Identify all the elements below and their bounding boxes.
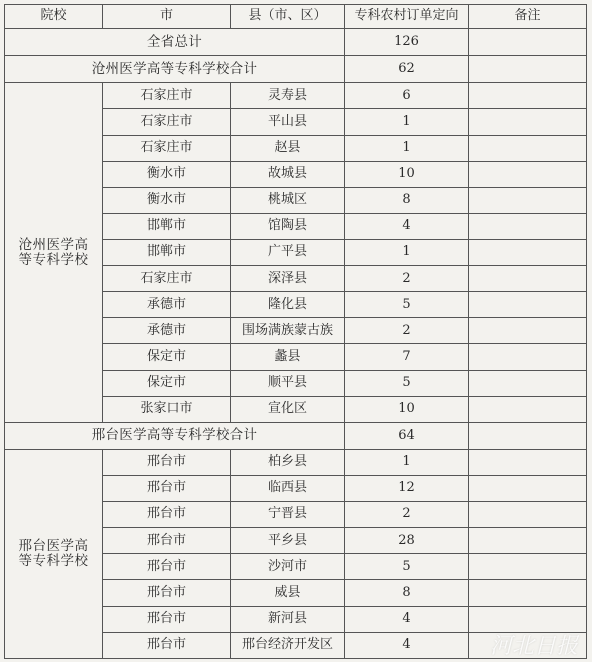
note-cell [469, 213, 587, 239]
province-total-value: 126 [345, 29, 469, 56]
header-note: 备注 [469, 5, 587, 29]
watermark-logo: 河北日报 [489, 634, 578, 659]
county-cell: 宁晋县 [231, 502, 345, 528]
city-cell: 石家庄市 [103, 109, 231, 135]
county-cell: 故城县 [231, 161, 345, 187]
count-cell: 6 [345, 83, 469, 109]
county-cell: 围场满族蒙古族 [231, 318, 345, 344]
county-cell: 隆化县 [231, 292, 345, 318]
city-cell: 保定市 [103, 344, 231, 370]
note-cell [469, 449, 587, 475]
count-cell: 4 [345, 213, 469, 239]
school-name-cell [5, 449, 103, 658]
county-cell: 赵县 [231, 135, 345, 161]
note-cell [469, 580, 587, 606]
note-cell [469, 29, 587, 56]
count-cell: 1 [345, 449, 469, 475]
city-cell: 石家庄市 [103, 83, 231, 109]
note-cell [469, 370, 587, 396]
city-cell: 邢台市 [103, 580, 231, 606]
count-cell: 8 [345, 580, 469, 606]
city-cell: 石家庄市 [103, 266, 231, 292]
county-cell: 临西县 [231, 475, 345, 501]
table-row [5, 449, 587, 475]
quota-table [4, 4, 587, 659]
county-cell: 蠡县 [231, 344, 345, 370]
note-cell [469, 266, 587, 292]
county-cell: 平乡县 [231, 528, 345, 554]
county-cell: 桃城区 [231, 187, 345, 213]
school-name-line: 等专科学校 [18, 552, 89, 569]
count-cell: 28 [345, 528, 469, 554]
city-cell: 邢台市 [103, 606, 231, 632]
header-count: 专科农村订单定向 [345, 5, 469, 29]
note-cell [469, 344, 587, 370]
count-cell: 10 [345, 396, 469, 422]
city-cell: 邢台市 [103, 475, 231, 501]
school-total-row [5, 422, 587, 449]
table-row [5, 83, 587, 109]
note-cell [469, 318, 587, 344]
county-cell: 灵寿县 [231, 83, 345, 109]
city-cell: 邢台市 [103, 502, 231, 528]
county-cell: 顺平县 [231, 370, 345, 396]
count-cell: 2 [345, 266, 469, 292]
county-cell: 广平县 [231, 239, 345, 265]
city-cell: 张家口市 [103, 396, 231, 422]
school-total-label: 沧州医学高等专科学校合计 [5, 56, 345, 83]
note-cell [469, 135, 587, 161]
note-cell [469, 161, 587, 187]
note-cell [469, 422, 587, 449]
note-cell [469, 475, 587, 501]
note-cell [469, 292, 587, 318]
city-cell: 衡水市 [103, 161, 231, 187]
school-total-value: 62 [345, 56, 469, 83]
note-cell [469, 187, 587, 213]
city-cell: 承德市 [103, 292, 231, 318]
county-cell: 邢台经济开发区 [231, 632, 345, 658]
city-cell: 邢台市 [103, 449, 231, 475]
count-cell: 4 [345, 632, 469, 658]
header-school: 院校 [5, 5, 103, 29]
county-cell: 新河县 [231, 606, 345, 632]
city-cell: 保定市 [103, 370, 231, 396]
city-cell: 邢台市 [103, 554, 231, 580]
city-cell: 邯郸市 [103, 239, 231, 265]
header-city: 市 [103, 5, 231, 29]
count-cell: 10 [345, 161, 469, 187]
county-cell: 威县 [231, 580, 345, 606]
school-total-row [5, 56, 587, 83]
count-cell: 1 [345, 239, 469, 265]
county-cell: 平山县 [231, 109, 345, 135]
school-name-line: 等专科学校 [18, 251, 89, 268]
note-cell [469, 109, 587, 135]
count-cell: 5 [345, 370, 469, 396]
note-cell [469, 528, 587, 554]
county-cell: 柏乡县 [231, 449, 345, 475]
city-cell: 石家庄市 [103, 135, 231, 161]
school-total-label: 邢台医学高等专科学校合计 [5, 422, 345, 449]
count-cell: 5 [345, 292, 469, 318]
city-cell: 邢台市 [103, 528, 231, 554]
county-cell: 宣化区 [231, 396, 345, 422]
note-cell [469, 83, 587, 109]
count-cell: 5 [345, 554, 469, 580]
school-total-value: 64 [345, 422, 469, 449]
county-cell: 沙河市 [231, 554, 345, 580]
note-cell [469, 396, 587, 422]
province-total-row [5, 29, 587, 56]
province-total-label: 全省总计 [5, 29, 345, 56]
note-cell [469, 502, 587, 528]
county-cell: 深泽县 [231, 266, 345, 292]
school-name-line: 邢台医学高 [18, 538, 89, 555]
count-cell: 2 [345, 318, 469, 344]
header-row [5, 5, 587, 29]
count-cell: 2 [345, 502, 469, 528]
note-cell [469, 239, 587, 265]
city-cell: 承德市 [103, 318, 231, 344]
count-cell: 7 [345, 344, 469, 370]
count-cell: 8 [345, 187, 469, 213]
school-name-cell [5, 83, 103, 422]
note-cell [469, 56, 587, 83]
count-cell: 12 [345, 475, 469, 501]
count-cell: 1 [345, 109, 469, 135]
count-cell: 4 [345, 606, 469, 632]
header-county: 县（市、区） [231, 5, 345, 29]
count-cell: 1 [345, 135, 469, 161]
note-cell [469, 554, 587, 580]
school-name-line: 沧州医学高 [18, 236, 89, 253]
city-cell: 衡水市 [103, 187, 231, 213]
city-cell: 邢台市 [103, 632, 231, 658]
county-cell: 馆陶县 [231, 213, 345, 239]
city-cell: 邯郸市 [103, 213, 231, 239]
